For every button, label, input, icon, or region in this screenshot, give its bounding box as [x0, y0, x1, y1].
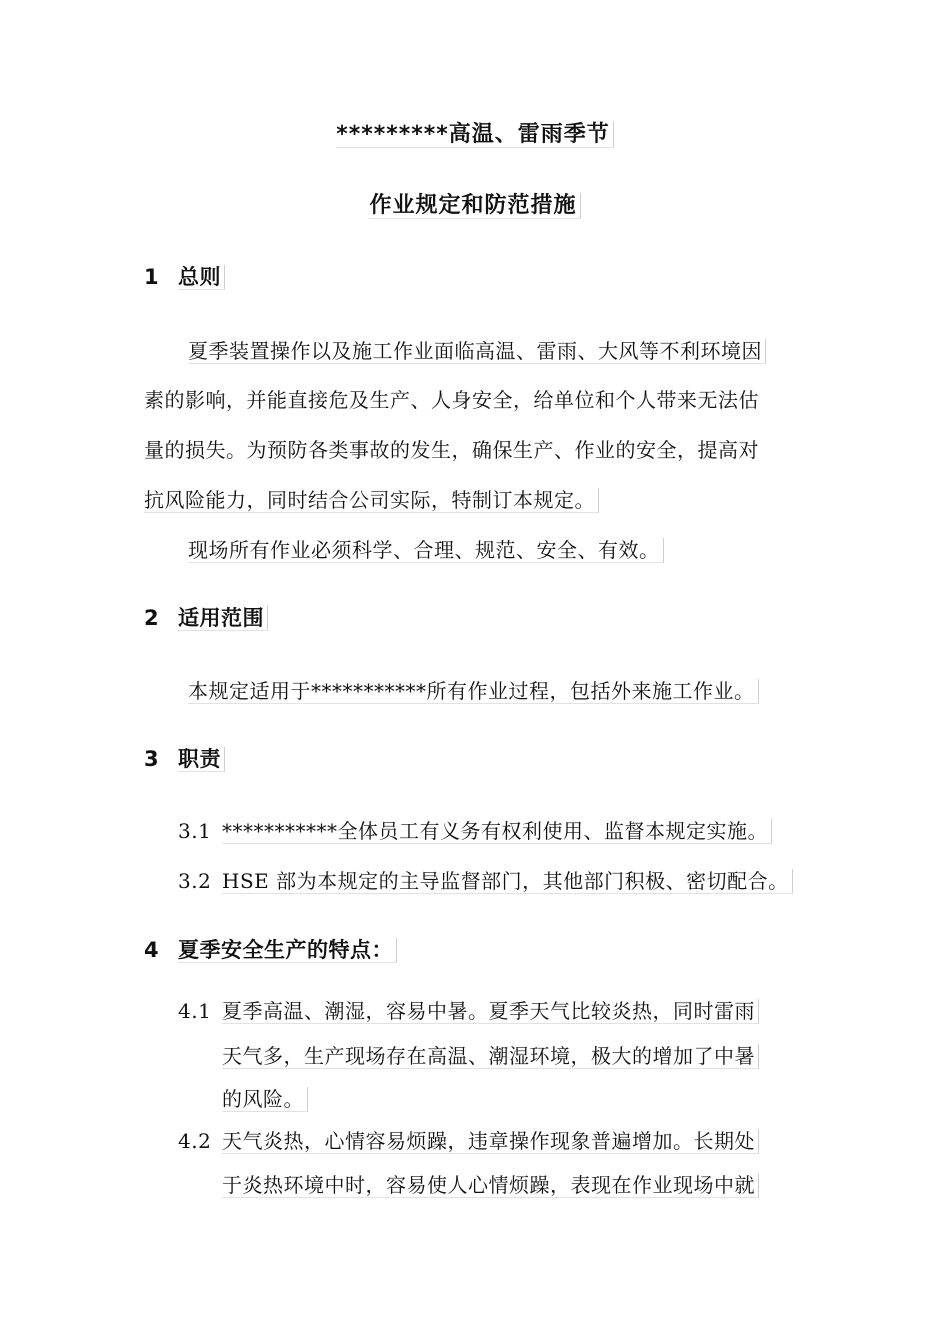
item-text: ***********全体员工有义务有权利使用、监督本规定实施。 [222, 819, 772, 844]
paragraph-line: 现场所有作业必须科学、合理、规范、安全、有效。 [188, 535, 664, 565]
item-number: 4.2 [178, 1129, 212, 1153]
section-number: 4 [144, 938, 160, 962]
paragraph-line: 量的损失。为预防各类事故的发生，确保生产、作业的安全，提高对 [144, 438, 759, 462]
list-item-continuation: 于炎热环境中时，容易使人心情烦躁，表现在作业现场中就 [222, 1170, 759, 1200]
item-text: HSE 部为本规定的主导监督部门，其他部门积极、密切配合。 [222, 869, 793, 894]
section-number: 2 [144, 606, 160, 630]
item-number: 3.2 [178, 869, 212, 893]
item-number: 3.1 [178, 819, 212, 843]
section-title: 夏季安全生产的特点： [178, 938, 397, 963]
item-text: 天气炎热，心情容易烦躁，违章操作现象普遍增加。长期处 [222, 1129, 759, 1154]
section-number: 1 [144, 265, 160, 289]
paragraph-line: 本规定适用于***********所有作业过程，包括外来施工作业。 [188, 676, 759, 706]
list-item-continuation: 的风险。 [222, 1084, 308, 1114]
paragraph-line: 素的影响，并能直接危及生产、人身安全，给单位和个人带来无法估 [144, 388, 759, 412]
item-number: 4.1 [178, 999, 212, 1023]
section-1-heading [144, 262, 225, 292]
document-title-line-2: 作业规定和防范措施 [0, 191, 950, 221]
paragraph-line: 夏季装置操作以及施工作业面临高温、雷雨、大风等不利环境因 [188, 336, 766, 366]
list-item-continuation: 天气多，生产现场存在高温、潮湿环境，极大的增加了中暑 [222, 1041, 759, 1071]
list-item-4-1 [178, 996, 759, 1026]
section-title: 适用范围 [178, 606, 268, 631]
paragraph-line: 抗风险能力，同时结合公司实际，特制订本规定。 [144, 485, 599, 515]
section-number: 3 [144, 747, 160, 771]
section-3-heading [144, 744, 225, 774]
list-item-4-2 [178, 1126, 759, 1156]
section-4-heading [144, 935, 397, 965]
section-title: 职责 [178, 747, 225, 772]
list-item-3-1 [178, 816, 772, 846]
item-text: 夏季高温、潮湿，容易中暑。夏季天气比较炎热，同时雷雨 [222, 999, 759, 1024]
section-title: 总则 [178, 265, 225, 290]
section-2-heading [144, 603, 268, 633]
document-title-line-1: *********高温、雷雨季节 [0, 120, 950, 150]
list-item-3-2 [178, 866, 793, 896]
